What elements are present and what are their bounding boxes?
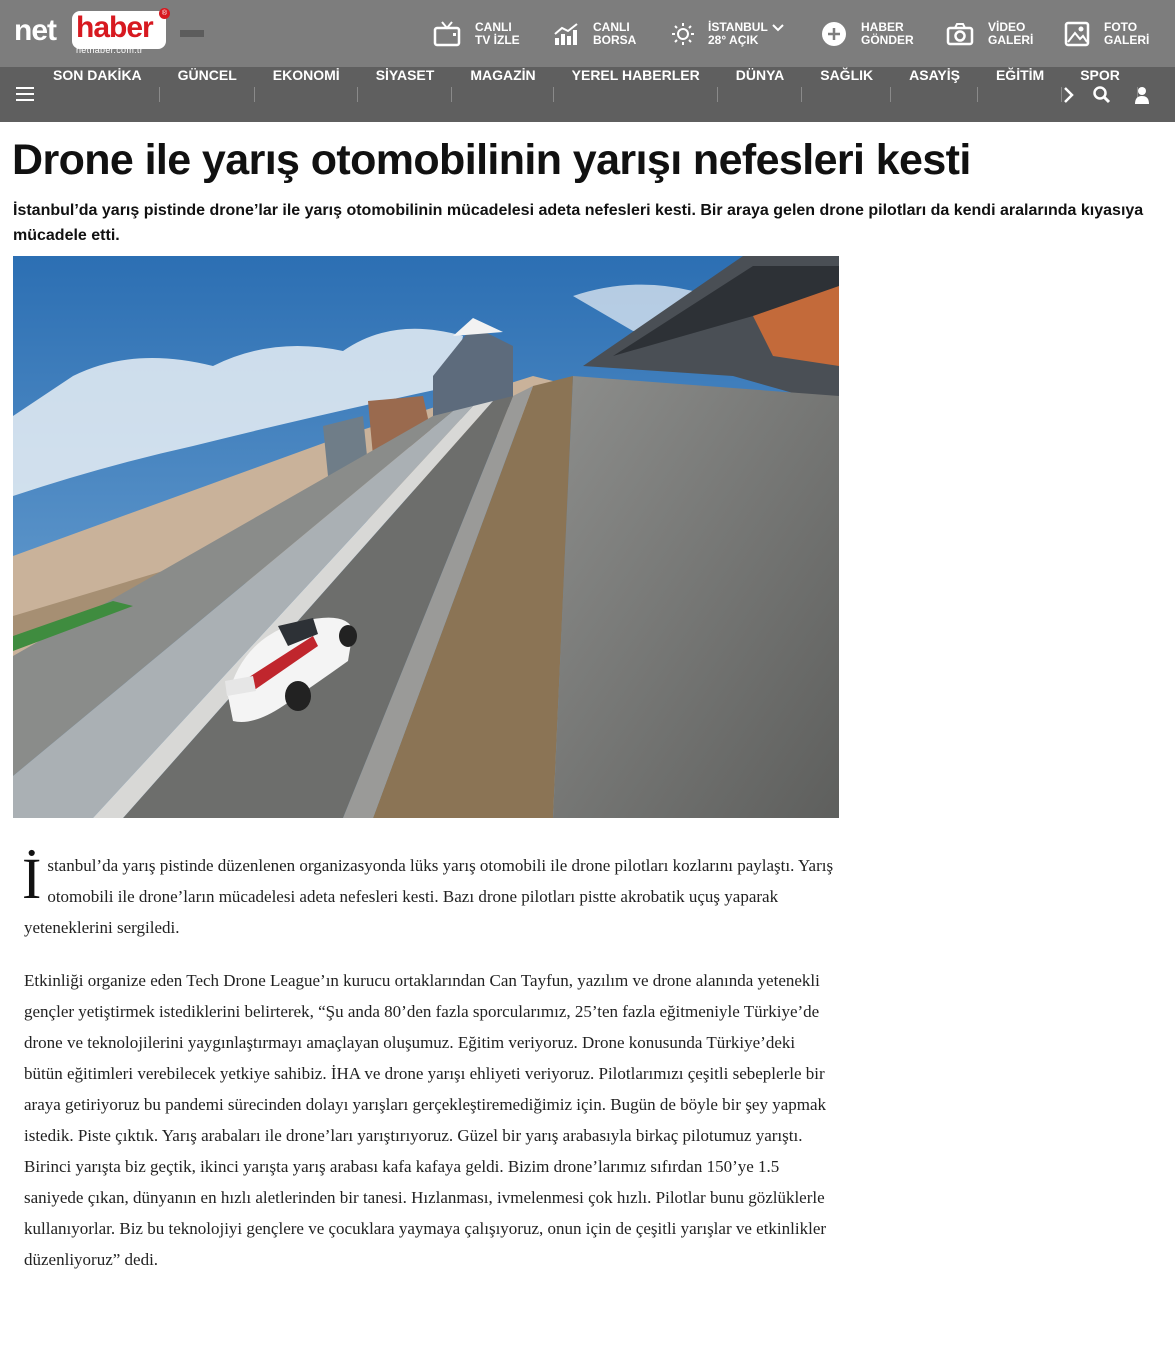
- photo-gallery-link[interactable]: [1064, 18, 1149, 50]
- logo-haber-text: haber: [76, 11, 153, 44]
- camera-icon: [946, 22, 974, 46]
- nav-item-egitim[interactable]: EĞİTİM: [978, 67, 1062, 122]
- top-item-label: CANLI TV İZLE: [475, 20, 520, 47]
- search-icon[interactable]: [1092, 85, 1112, 105]
- topbar-divider: [180, 30, 204, 37]
- drop-cap: İ: [22, 846, 42, 911]
- registered-mark: ®: [159, 8, 170, 19]
- article-photo: [13, 256, 839, 818]
- article-paragraph: Etkinliği organize eden Tech Drone League’ın kurucu ortaklarından Can Tayfun, yazılım ve drone alanında yetenekli gençler yetiştirmek istediklerini belirterek, “Şu anda 80’den fazla sporcularımız, 25’ten fazla eğitmeniyle Türkiye’de drone ve teknolojilerini yaygınlaştırmayı amaçlayan oluşumuz. Eğitim veriyoruz. Drone konusunda Türkiye’deki bütün eğitimleri verebilecek yetkiye sahibiz. İHA ve drone yarışı ehliyeti veriyoruz. Pilotlarımızı çeşitli sebeplerle bir araya getiriyoruz bu pandemi sürecinden dolayı yarışları gerçekleştiremediğimiz için. Bugün de böyle bir şey yapmak istedik. Piste çıktık. Yarış arabaları ile drone’ları yarıştırıyoruz. Güzel bir yarış arabasıyla birkaç pilotumuz yarıştı. Birinci yarışta biz geçtik, ikinci yarışta yarış arabası kafa kafaya geldi. Bizim drone’larımız sıfırdan 150’ye 1.5 saniyede çıkan, dünyanın en hızlı aletlerinden bir tanesi. Hızlanması, ivmelenmesi çok hızlı. Pilotlar bunu gözlüklerle kullanıyorlar. Biz bu teknolojiyi gençlere ve çocuklara yaymaya çalışıyoruz, onun için de çeşitli yarışlar ve etkinlikler düzenliyoruz” dedi.: [24, 971, 827, 1269]
- main-nav: [0, 67, 1175, 122]
- image-icon: [1064, 21, 1090, 47]
- nav-item-saglik[interactable]: SAĞLIK: [802, 67, 891, 122]
- live-tv-link[interactable]: [433, 18, 520, 50]
- nav-list: [35, 67, 1120, 122]
- article-paragraph: İstanbul’da yarış pistinde düzenlenen organizasyonda lüks yarış otomobili ile drone pilotları kozlarını paylaştı. Yarış otomobili ile drone’ların mücadelesi adeta nefesleri kesti. Bazı drone pilotları pistte akrobatik uçuş yaparak yeteneklerini sergiledi.: [22, 846, 834, 937]
- send-news-link[interactable]: [821, 18, 914, 50]
- chart-icon: [553, 22, 579, 46]
- top-item-label: FOTO GALERİ: [1104, 20, 1150, 47]
- nav-item-magazin[interactable]: MAGAZİN: [452, 67, 553, 122]
- nav-item-guncel[interactable]: GÜNCEL: [160, 67, 255, 122]
- hamburger-menu-icon[interactable]: [16, 87, 34, 101]
- logo-domain: nethaber.com.tr: [76, 45, 144, 55]
- logo-net-text: net: [14, 14, 56, 47]
- top-item-label: CANLI BORSA: [593, 20, 637, 47]
- plus-circle-icon: [821, 21, 847, 47]
- live-stock-link[interactable]: [553, 18, 636, 50]
- nav-item-son-dakika[interactable]: SON DAKİKA: [35, 67, 160, 122]
- video-gallery-link[interactable]: [946, 18, 1033, 50]
- top-item-label: VİDEO GALERİ: [988, 20, 1034, 47]
- article-body: [22, 846, 834, 1275]
- nav-item-dunya[interactable]: DÜNYA: [718, 67, 803, 122]
- chevron-down-icon[interactable]: [772, 23, 784, 33]
- nav-item-siyaset[interactable]: SİYASET: [358, 67, 453, 122]
- site-logo[interactable]: [14, 8, 172, 60]
- sun-icon: [672, 23, 694, 45]
- top-item-label: İSTANBUL 28° AÇIK: [708, 20, 768, 47]
- nav-item-ekonomi[interactable]: EKONOMİ: [255, 67, 358, 122]
- chevron-right-icon[interactable]: [1058, 85, 1078, 105]
- article-title: Drone ile yarış otomobilinin yarışı nefesleri kesti: [12, 136, 971, 184]
- top-bar: [0, 0, 1175, 67]
- weather-widget[interactable]: [672, 18, 784, 50]
- article-summary: İstanbul’da yarış pistinde drone’lar ile yarış otomobilinin mücadelesi adeta nefesleri kesti. Bir araya gelen drone pilotları da kendi aralarında kıyasıya mücadele etti.: [13, 202, 1144, 244]
- nav-item-spor[interactable]: SPOR: [1062, 67, 1138, 122]
- race-track-photo: [13, 256, 839, 818]
- user-icon[interactable]: [1132, 85, 1152, 105]
- nav-item-asayis[interactable]: ASAYİŞ: [891, 67, 978, 122]
- nav-item-yerel-haberler[interactable]: YEREL HABERLER: [554, 67, 718, 122]
- tv-icon: [433, 21, 461, 47]
- top-item-label: HABER GÖNDER: [861, 20, 914, 47]
